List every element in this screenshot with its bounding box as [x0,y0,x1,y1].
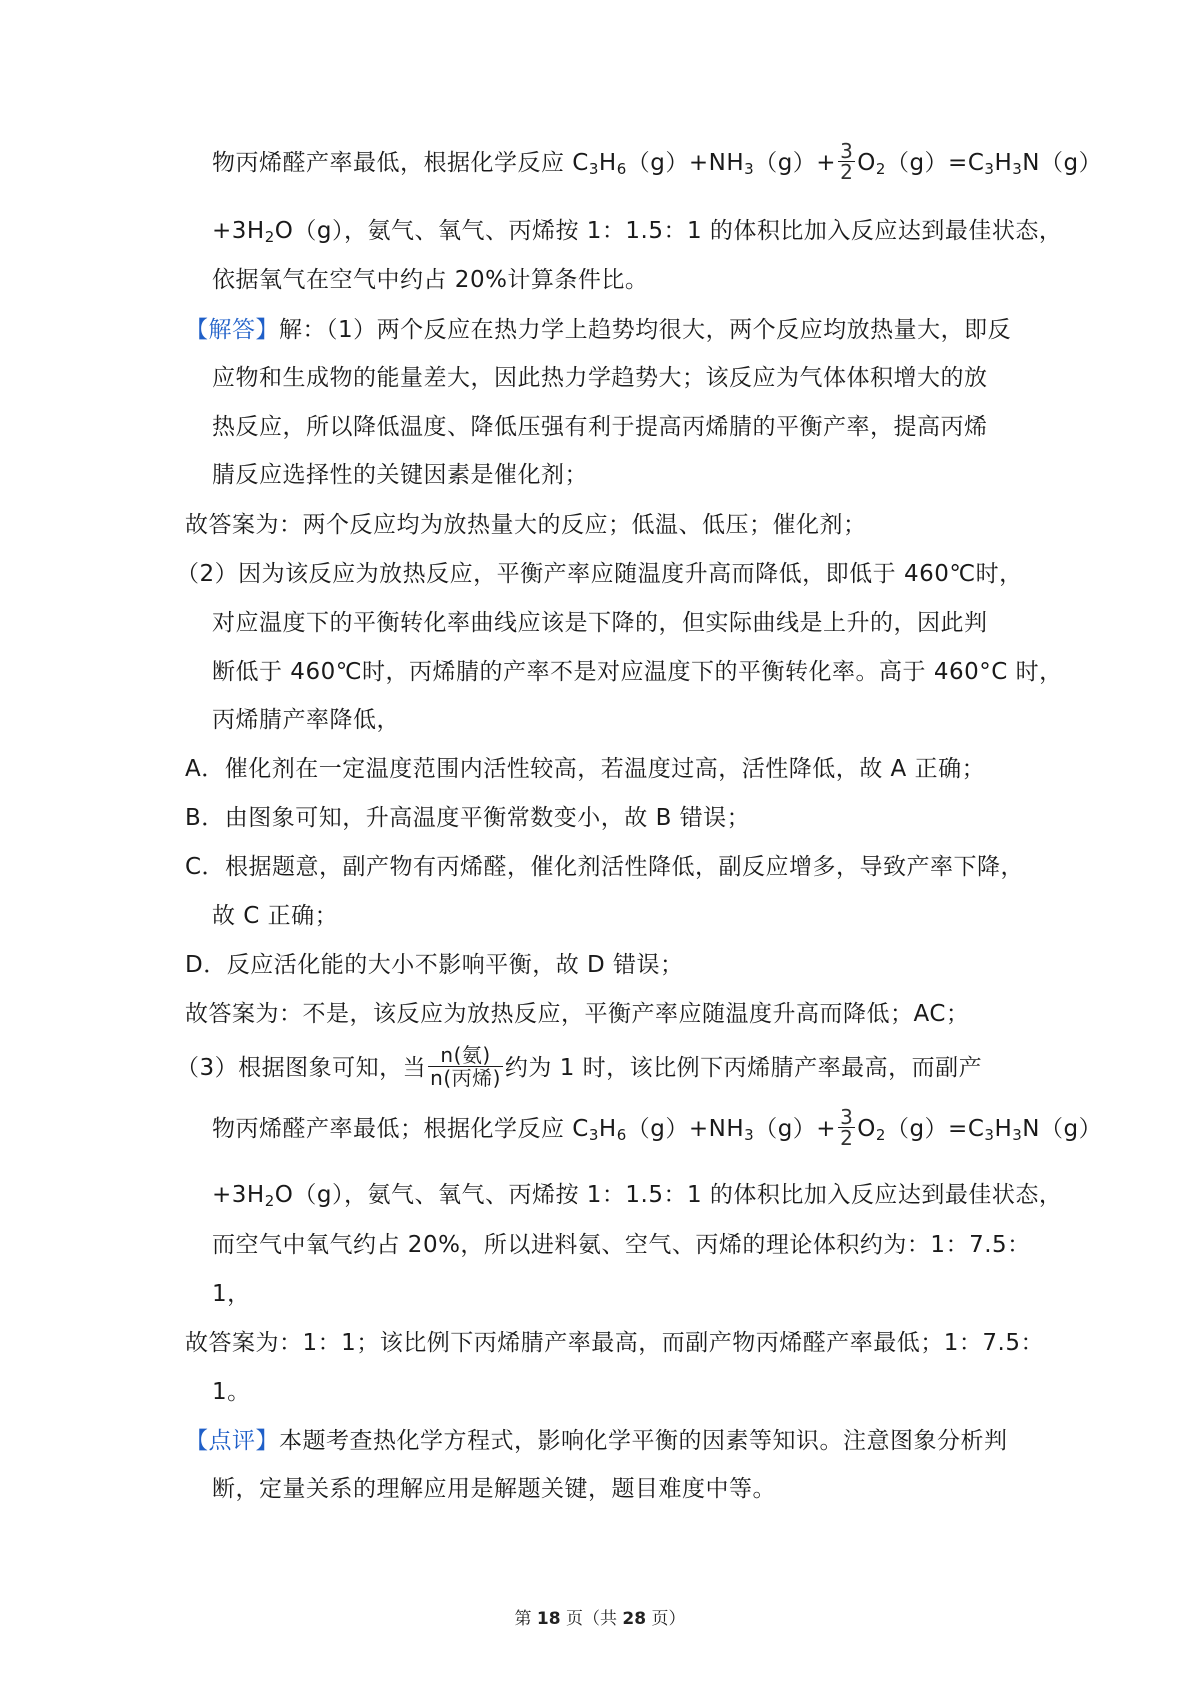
text-line: 故答案为：两个反应均为放热量大的反应；低温、低压；催化剂； [185,512,867,538]
fraction-denominator: 2 [840,160,854,184]
text-run: N（g） [1022,1116,1103,1142]
text-run: H [598,150,617,176]
subscript: 3 [744,1126,755,1144]
text-line: 故 C 正确； [212,903,339,929]
fraction [838,141,855,182]
fraction [838,1107,855,1148]
text-line [185,1424,1008,1458]
subscript: 3 [1012,160,1023,178]
footer-text: 第 [514,1609,537,1629]
text-line [176,1043,983,1091]
text-run: H [598,1116,617,1142]
text-line: 依据氧气在空气中约占 20%计算条件比。 [212,267,649,293]
total-pages: 28 [622,1609,647,1629]
subscript: 3 [984,160,995,178]
subscript: 2 [875,160,886,178]
text-run: 约为 1 时，该比例下丙烯腈产率最高，而副产 [504,1055,983,1081]
fraction-denominator: 2 [840,1126,854,1150]
text-run: （g）+ [754,150,837,176]
text-line: 腈反应选择性的关键因素是催化剂； [212,462,588,488]
text-line: 1， [212,1281,251,1307]
text-run: （g）=C [885,150,985,176]
text-run: +3H [212,1182,265,1208]
text-line: D．反应活化能的大小不影响平衡，故 D 错误； [185,952,684,978]
text-run: 解：（1）两个反应在热力学上趋势均很大，两个反应均放热量大，即反 [279,317,1012,343]
text-line: （2）因为该反应为放热反应，平衡产率应随温度升高而降低，即低于 460℃时， [176,561,1023,587]
subscript: 3 [588,1126,599,1144]
subscript: 6 [616,160,627,178]
text-run: O [857,150,876,176]
text-line: A．催化剂在一定温度范围内活性较高，若温度过高，活性降低，故 A 正确； [185,756,986,782]
subscript: 3 [744,160,755,178]
text-run: O（g），氨气、氧气、丙烯按 1：1.5：1 的体积比加入反应达到最佳状态， [274,1182,1063,1208]
text-line [212,1105,1103,1150]
text-line: 1。 [212,1379,251,1405]
text-run: 物丙烯醛产率最低；根据化学反应 C [212,1116,589,1142]
text-line [185,313,1011,347]
subscript: 3 [1012,1126,1023,1144]
text-run: （g）=C [885,1116,985,1142]
text-run: O（g），氨气、氧气、丙烯按 1：1.5：1 的体积比加入反应达到最佳状态， [274,218,1063,244]
page-footer [0,1604,1200,1629]
text-run: 本题考查热化学方程式，影响化学平衡的因素等知识。注意图象分析判 [279,1428,1008,1454]
subscript: 2 [264,228,275,246]
text-line: 而空气中氧气约占 20%，所以进料氨、空气、丙烯的理论体积约为：1：7.5： [212,1232,1031,1258]
text-line: B．由图象可知，升高温度平衡常数变小，故 B 错误； [185,805,751,831]
fraction [428,1044,503,1089]
text-line: 应物和生成物的能量差大，因此热力学趋势大；该反应为气体体积增大的放 [212,365,988,391]
subscript: 3 [984,1126,995,1144]
page-number: 18 [536,1609,561,1629]
fraction-numerator: 3 [840,139,854,163]
fraction-numerator: n(氨) [440,1043,491,1067]
comment-tag: 【点评】 [185,1428,279,1454]
footer-text: 页（共 [560,1609,623,1629]
fraction-denominator: n(丙烯) [430,1066,501,1090]
text-line: 对应温度下的平衡转化率曲线应该是下降的，但实际曲线是上升的，因此判 [212,610,988,636]
footer-text: 页） [646,1609,686,1629]
text-line: 故答案为：不是，该反应为放热反应，平衡产率应随温度升高而降低；AC； [185,1001,970,1027]
text-run: H [994,1116,1013,1142]
text-line [212,139,1103,184]
text-line: 丙烯腈产率降低， [212,707,400,733]
text-line [212,1178,1062,1212]
subscript: 6 [616,1126,627,1144]
text-line: 故答案为：1：1；该比例下丙烯腈产率最高，而副产物丙烯醛产率最低；1：7.5： [185,1330,1044,1356]
text-line [212,214,1062,248]
text-line: 断，定量关系的理解应用是解题关键，题目难度中等。 [212,1476,776,1502]
text-run: （3）根据图象可知，当 [176,1055,427,1081]
text-run: （g）+ [754,1116,837,1142]
text-line: C．根据题意，副产物有丙烯醛，催化剂活性降低，副反应增多，导致产率下降， [185,854,1025,880]
text-run: （g）+NH [626,1116,745,1142]
subscript: 2 [264,1192,275,1210]
fraction-numerator: 3 [840,1105,854,1129]
text-line: 热反应，所以降低温度、降低压强有利于提高丙烯腈的平衡产率，提高丙烯 [212,414,988,440]
text-run: 物丙烯醛产率最低，根据化学反应 C [212,150,589,176]
text-run: N（g） [1022,150,1103,176]
text-run: （g）+NH [626,150,745,176]
text-line: 断低于 460℃时，丙烯腈的产率不是对应温度下的平衡转化率。高于 460°C 时， [212,659,1063,685]
subscript: 3 [588,160,599,178]
text-run: H [994,150,1013,176]
subscript: 2 [875,1126,886,1144]
text-run: +3H [212,218,265,244]
text-run: O [857,1116,876,1142]
answer-tag: 【解答】 [185,317,279,343]
